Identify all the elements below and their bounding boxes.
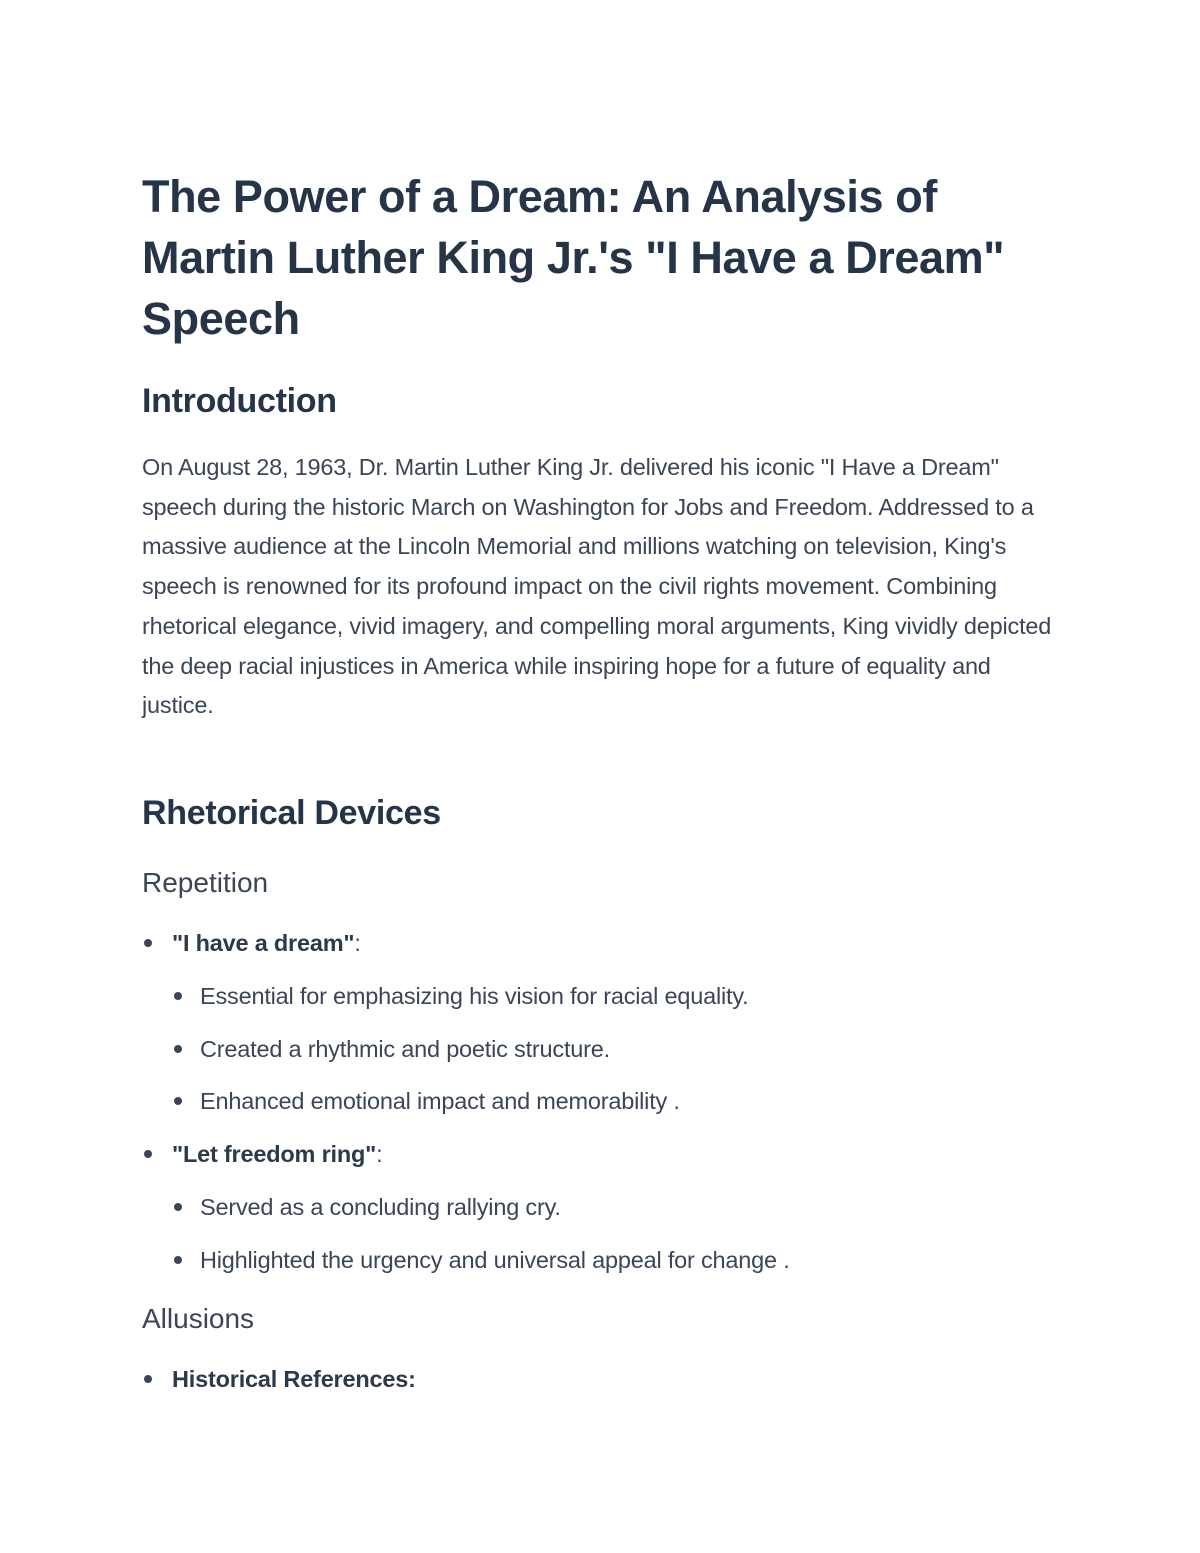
section-heading-introduction: Introduction: [142, 382, 337, 420]
list-subitem-text: Enhanced emotional impact and memorability .: [200, 1088, 680, 1114]
bullet-icon: [174, 992, 182, 1000]
bullet-icon: [174, 1097, 182, 1105]
introduction-paragraph: On August 28, 1963, Dr. Martin Luther King Jr. delivered his iconic "I Have a Dream" speech during the historic March on Washington for Jobs and Freedom. Addressed to a massive audience at the Lincoln Memorial and millions watching on television, King's speech is renowned for its profound impact on the civil rights movement. Combining rhetorical elegance, vivid imagery, and compelling moral arguments, King vividly depicted the deep racial injustices in America while inspiring hope for a future of equality and justice.: [142, 454, 1052, 719]
list-item-label: "I have a dream": [172, 930, 355, 956]
list-subitem-text: Essential for emphasizing his vision for racial equality.: [200, 983, 749, 1009]
list-item-label: "Let freedom ring": [172, 1141, 377, 1167]
subsection-heading-allusions: Allusions: [142, 1303, 255, 1334]
list-item-suffix: :: [376, 1141, 383, 1167]
list-subitem-text: Created a rhythmic and poetic structure.: [200, 1036, 610, 1062]
list-subitem-text: Highlighted the urgency and universal appeal for change .: [200, 1247, 790, 1273]
bullet-icon: [144, 1150, 152, 1158]
bullet-icon: [144, 1375, 152, 1383]
list-subitem-text: Served as a concluding rallying cry.: [200, 1194, 561, 1220]
list-item-label: Historical References:: [172, 1366, 416, 1392]
bullet-icon: [174, 1045, 182, 1053]
bullet-icon: [144, 939, 152, 947]
list-item-suffix: :: [354, 930, 361, 956]
document-title: The Power of a Dream: An Analysis of Martin Luther King Jr.'s "I Have a Dream" Speech: [142, 171, 1005, 344]
section-heading-rhetorical-devices: Rhetorical Devices: [142, 794, 441, 832]
subsection-heading-repetition: Repetition: [142, 867, 269, 898]
bullet-icon: [174, 1203, 182, 1211]
bullet-icon: [174, 1256, 182, 1264]
